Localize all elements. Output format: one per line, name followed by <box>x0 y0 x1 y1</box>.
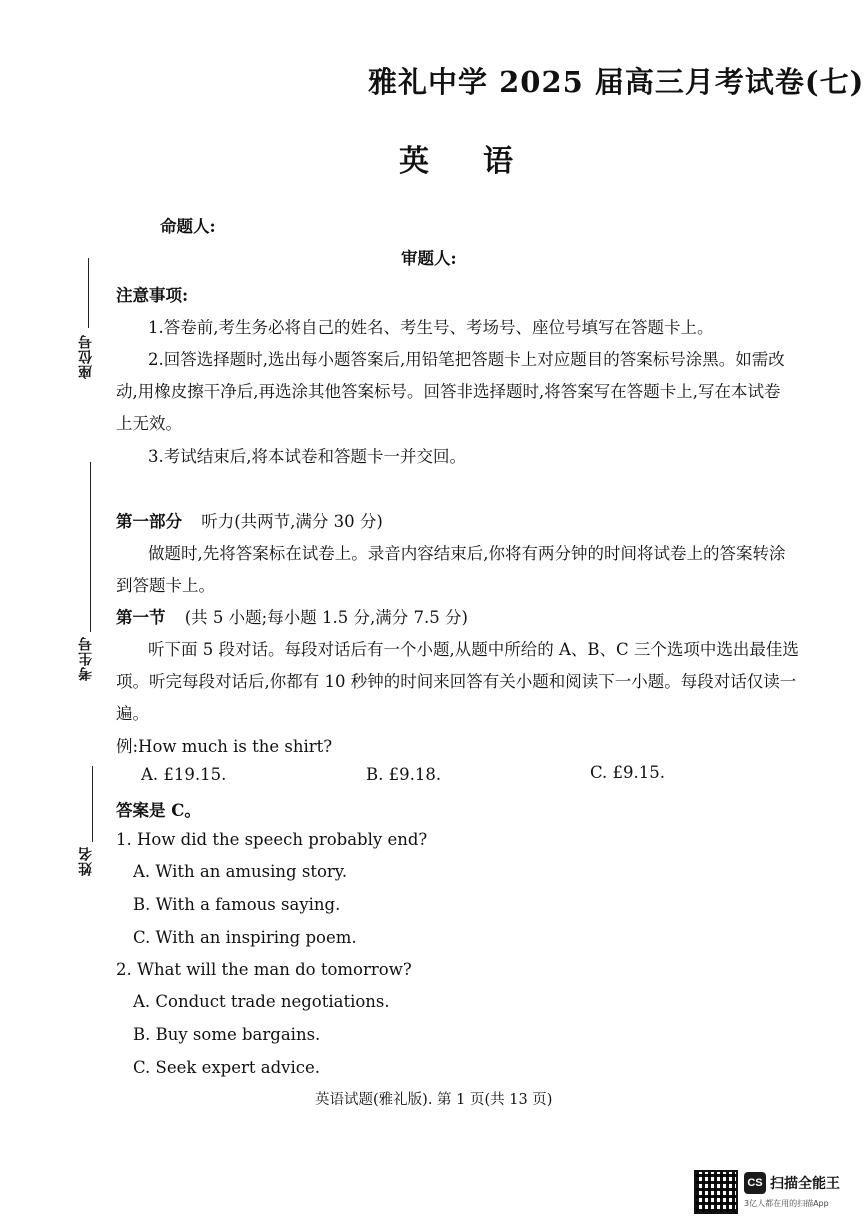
camscanner-name: 扫描全能王 <box>770 1176 840 1192</box>
example-answer: 答案是 C。 <box>116 801 201 820</box>
subject-title: 英语 <box>399 144 567 179</box>
example-question: 例:How much is the shirt? <box>116 737 333 756</box>
notice-item-1: 1.答卷前,考生务必将自己的姓名、考生号、考场号、座位号填写在答题卡上。 <box>148 318 714 337</box>
question-2-option-a: A. Conduct trade negotiations. <box>133 992 390 1011</box>
camscanner-logo-icon: CS <box>744 1172 766 1194</box>
section1-heading <box>116 604 468 628</box>
section1-heading-detail: (共 5 小题;每小题 1.5 分,满分 7.5 分) <box>184 608 468 627</box>
example-option-b: B. £9.18. <box>366 765 442 784</box>
notice-item-2-line-1: 2.回答选择题时,选出每小题答案后,用铅笔把答题卡上对应题目的答案标号涂黑。如需改 <box>148 350 785 369</box>
section1-instr-line-3: 遍。 <box>116 704 149 723</box>
example-option-c: C. £9.15. <box>590 763 666 782</box>
example-option-a: A. £19.15. <box>141 765 227 784</box>
part1-heading-detail: 听力(共两节,满分 30 分) <box>201 512 383 531</box>
notice-item-3: 3.考试结束后,将本试卷和答题卡一并交回。 <box>148 447 466 466</box>
question-1-option-b: B. With a famous saying. <box>133 895 341 914</box>
question-1-stem: 1. How did the speech probably end? <box>116 830 428 849</box>
notice-item-2-line-3: 上无效。 <box>116 414 182 433</box>
section1-heading-label: 第一节 <box>116 608 166 627</box>
notice-item-2-line-2: 动,用橡皮擦干净后,再选涂其他答案标号。回答非选择题时,将答案写在答题卡上,写在本试卷 <box>116 382 781 401</box>
seat-number-label: 座位号 <box>78 334 94 379</box>
margin-line-exam-id <box>90 462 91 632</box>
reviewer-label: 审题人: <box>401 249 457 268</box>
margin-line-name <box>92 766 93 842</box>
exam-title: 雅礼中学 2025 届高三月考试卷(七) <box>368 65 865 99</box>
part1-intro-line-1: 做题时,先将答案标在试卷上。录音内容结束后,你将有两分钟的时间将试卷上的答案转涂 <box>148 544 786 563</box>
name-label: 姓名 <box>78 846 94 876</box>
question-2-option-b: B. Buy some bargains. <box>133 1025 321 1044</box>
part1-heading <box>116 508 383 532</box>
qr-code-icon <box>694 1170 738 1214</box>
question-2-option-c: C. Seek expert advice. <box>133 1058 321 1077</box>
question-1-option-a: A. With an amusing story. <box>133 862 348 881</box>
margin-line-seat <box>88 258 89 328</box>
section1-instr-line-1: 听下面 5 段对话。每段对话后有一个小题,从题中所给的 A、B、C 三个选项中选出最佳选 <box>148 640 799 659</box>
notice-heading: 注意事项: <box>116 286 189 305</box>
author-label: 命题人: <box>160 217 216 236</box>
part1-heading-label: 第一部分 <box>116 512 182 531</box>
question-1-option-c: C. With an inspiring poem. <box>133 928 357 947</box>
section1-instr-line-2: 项。听完每段对话后,你都有 10 秒钟的时间来回答有关小题和阅读下一小题。每段对话仅读一 <box>116 672 797 691</box>
exam-id-label: 考生号 <box>78 636 94 681</box>
camscanner-tagline: 3亿人都在用的扫描App <box>744 1199 829 1208</box>
page-footer: 英语试题(雅礼版). 第 1 页(共 13 页) <box>315 1092 553 1108</box>
question-2-stem: 2. What will the man do tomorrow? <box>116 960 412 979</box>
part1-intro-line-2: 到答题卡上。 <box>116 576 215 595</box>
